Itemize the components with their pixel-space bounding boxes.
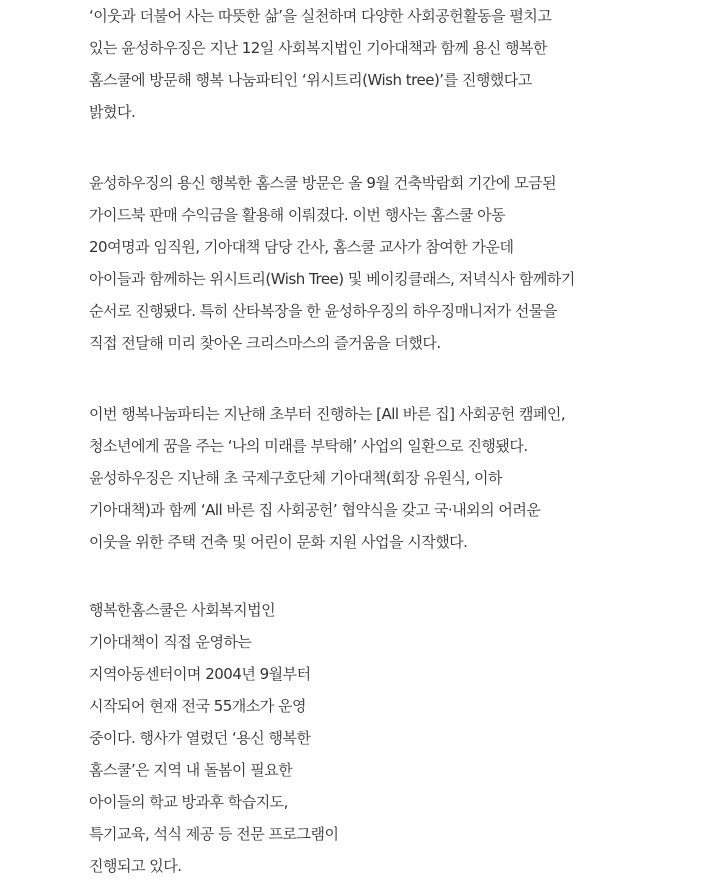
text-line: 진행되고 있다.: [89, 857, 182, 875]
text-line: 이번 행복나눔파티는 지난해 초부터 진행하는 [All 바른 집] 사회공헌 캠페인,: [89, 405, 566, 423]
text-line: 행복한홈스쿨은 사회복지법인: [89, 601, 276, 619]
article-body: [89, 0, 689, 882]
text-line: 가이드북 판매 수익금을 활용해 이뤄졌다. 이번 행사는 홈스쿨 아동: [89, 206, 506, 224]
text-line: 홈스쿨에 방문해 행복 나눔파티인 ‘위시트리(Wish tree)’를 진행했다고: [89, 71, 532, 89]
text-line: 아이들의 학교 방과후 학습지도,: [89, 793, 288, 811]
paragraph-intro: [89, 0, 689, 128]
text-line: 밝혔다.: [89, 103, 136, 121]
text-line: 순서로 진행됐다. 특히 산타복장을 한 윤성하우징의 하우징매니저가 선물을: [89, 302, 557, 320]
text-line: 직접 전달해 미리 찾아온 크리스마스의 즐거움을 더했다.: [89, 334, 441, 352]
text-line: 시작되어 현재 전국 55개소가 운영: [89, 697, 307, 715]
text-line: 홈스쿨’은 지역 내 돌봄이 필요한: [89, 761, 293, 779]
text-line: 중이다. 행사가 열렸던 ‘용신 행복한: [89, 729, 311, 747]
text-line: ‘이웃과 더불어 사는 따뜻한 삶’을 실천하며 다양한 사회공헌활동을 펼치고: [89, 7, 552, 25]
text-line: 윤성하우징의 용신 행복한 홈스쿨 방문은 올 9월 건축박람회 기간에 모금된: [89, 174, 557, 192]
text-line: 기아대책이 직접 운영하는: [89, 633, 252, 651]
paragraph-visit: [89, 167, 689, 359]
paragraph-homeschool: [89, 594, 689, 882]
text-line: 윤성하우징은 지난해 초 국제구호단체 기아대책(회장 유원식, 이하: [89, 469, 502, 487]
paragraph-spacer: [89, 128, 689, 167]
paragraph-spacer: [89, 558, 689, 594]
text-line: 청소년에게 꿈을 주는 ‘나의 미래를 부탁해’ 사업의 일환으로 진행됐다.: [89, 437, 528, 455]
text-line: 아이들과 함께하는 위시트리(Wish Tree) 및 베이킹클래스, 저녁식사 함께하기: [89, 270, 575, 288]
paragraph-campaign: [89, 398, 689, 558]
text-line: 이웃을 위한 주택 건축 및 어린이 문화 지원 사업을 시작했다.: [89, 533, 468, 551]
paragraph-spacer: [89, 359, 689, 398]
text-line: 20여명과 임직원, 기아대책 담당 간사, 홈스쿨 교사가 참여한 가운데: [89, 238, 514, 256]
text-line: 기아대책)과 함께 ‘All 바른 집 사회공헌’ 협약식을 갖고 국·내외의 어려운: [89, 501, 541, 519]
text-line: 있는 윤성하우징은 지난 12일 사회복지법인 기아대책과 함께 용신 행복한: [89, 39, 547, 57]
text-line: 지역아동센터이며 2004년 9월부터: [89, 665, 311, 683]
text-line: 특기교육, 석식 제공 등 전문 프로그램이: [89, 825, 339, 843]
